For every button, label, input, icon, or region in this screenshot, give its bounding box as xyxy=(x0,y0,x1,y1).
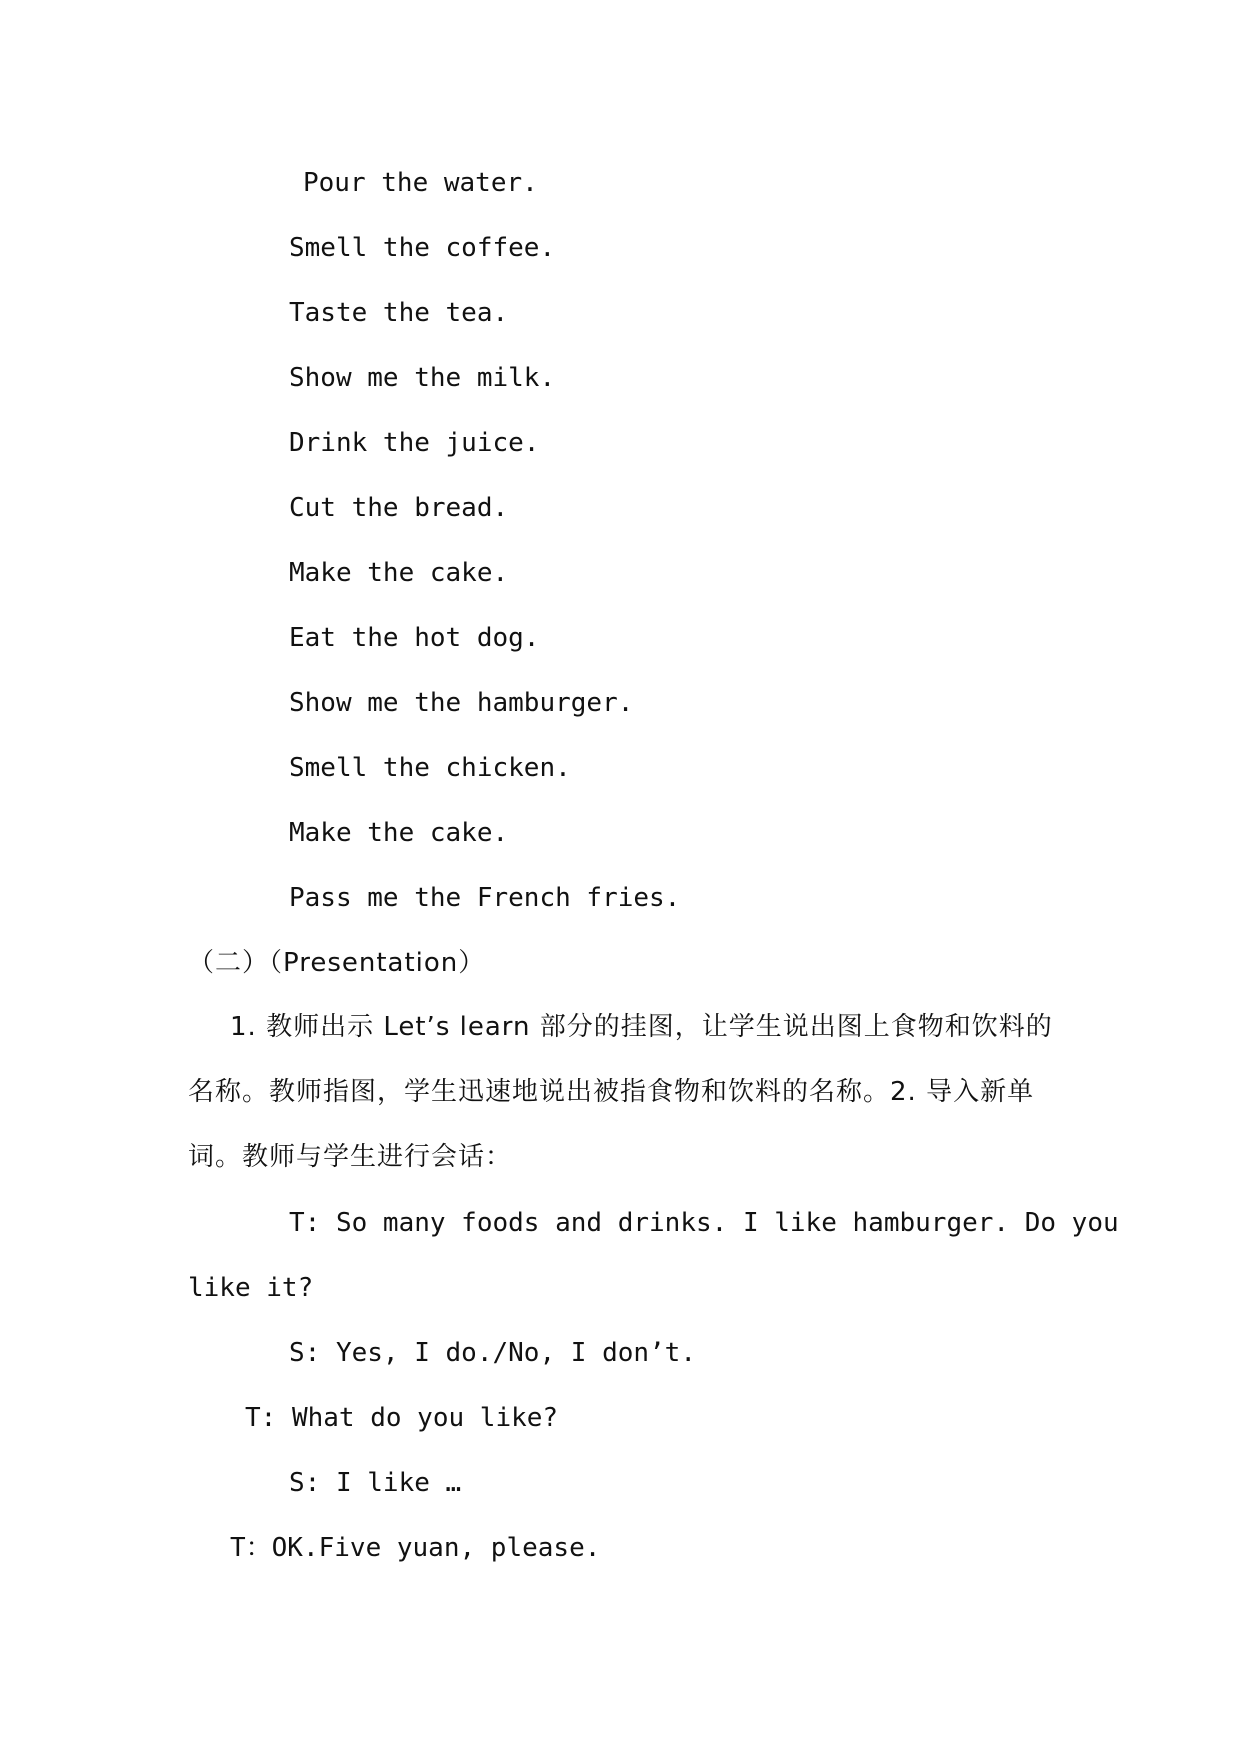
drill-line: Make the cake. xyxy=(289,818,509,848)
drill-line: Cut the bread. xyxy=(289,493,509,523)
drill-line: Taste the tea. xyxy=(289,298,509,328)
dialogue-student-line: S: Yes, I do./No, I don’t. xyxy=(289,1338,696,1368)
drill-line: Make the cake. xyxy=(289,558,509,588)
dialogue-teacher-line: T：OK.Five yuan, please. xyxy=(230,1533,601,1563)
dialogue-teacher-line-cont: like it? xyxy=(188,1273,314,1303)
drill-line: Pour the water. xyxy=(303,168,538,198)
drill-line: Smell the chicken. xyxy=(289,753,571,783)
presentation-paragraph: 1. 教师出示 Let’s learn 部分的挂图，让学生说出图上食物和饮料的名称。教师指图，学生迅速地说出被指食物和饮料的名称。2. 导入新单词。教师与学生进行会话： xyxy=(188,1012,1053,1172)
section-heading: （二）（Presentation） xyxy=(188,948,486,978)
drill-line: Show me the hamburger. xyxy=(289,688,634,718)
dialogue-teacher-line: T: What do you like? xyxy=(245,1403,559,1433)
drill-line: Smell the coffee. xyxy=(289,233,556,263)
drill-line: Drink the juice. xyxy=(289,428,540,458)
drill-line: Eat the hot dog. xyxy=(289,623,540,653)
drill-line: Show me the milk. xyxy=(289,363,556,393)
dialogue-student-line: S: I like … xyxy=(289,1468,462,1498)
drill-line: Pass me the French fries. xyxy=(289,883,681,913)
dialogue-teacher-line: T: So many foods and drinks. I like hamburger. Do you xyxy=(289,1208,1119,1238)
